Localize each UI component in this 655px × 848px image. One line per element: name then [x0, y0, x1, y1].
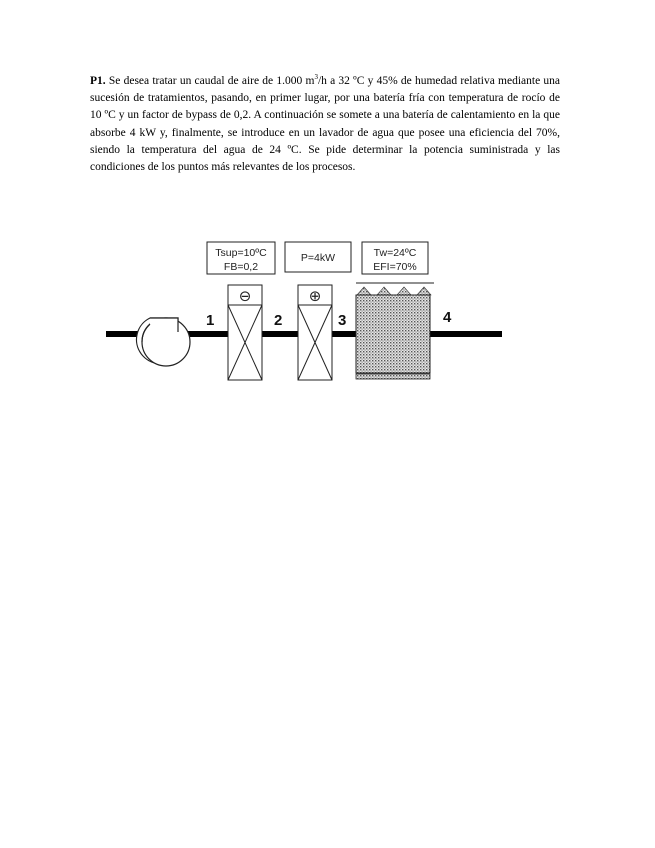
heating-power-label: P=4kW [300, 252, 336, 264]
point-1-label: 1 [206, 312, 215, 329]
point-4-label: 4 [443, 309, 452, 326]
heating-coil [298, 285, 332, 380]
washer-tw-label: Tw=24ºC [373, 247, 417, 259]
cooling-parameters-box [207, 242, 275, 274]
washer-efi-label: EFI=70% [373, 261, 417, 273]
cubic-exponent: 3 [314, 73, 318, 82]
cooling-tsup-label: Tsup=10ºC [215, 247, 267, 259]
problem-label: P1. [90, 75, 106, 87]
air-washer [356, 283, 434, 379]
cooling-fb-label: FB=0,2 [223, 261, 259, 273]
washer-parameters-box [362, 242, 428, 274]
heating-plus-icon: ⊕ [308, 288, 322, 305]
heating-parameters-box [285, 242, 351, 272]
cooling-coil [228, 285, 262, 380]
cooling-minus-icon: ⊖ [238, 288, 252, 305]
problem-text-part1: Se desea tratar un caudal de aire de 1.000 m [105, 75, 315, 87]
point-2-label: 2 [274, 312, 283, 329]
fan-icon [136, 318, 190, 366]
point-3-label: 3 [338, 312, 347, 329]
problem-text-part2: /h a 32 ºC y 45% de humedad relativa mediante una sucesión de tratamientos, pasando, en primer lugar, por una batería fría con temperatura de rocío de 10 ºC y un factor de bypass de 0,2. A continuación se somete a una batería de calentamiento en la que absorbe 4 kW y, finalmente, se introduce en un lavador de agua que posee una eficiencia del 70%, siendo la temperatura del agua de 24 ºC. Se pide determinar la potencia suministrada y las condiciones de los puntos más relevantes de los procesos. [90, 75, 560, 174]
